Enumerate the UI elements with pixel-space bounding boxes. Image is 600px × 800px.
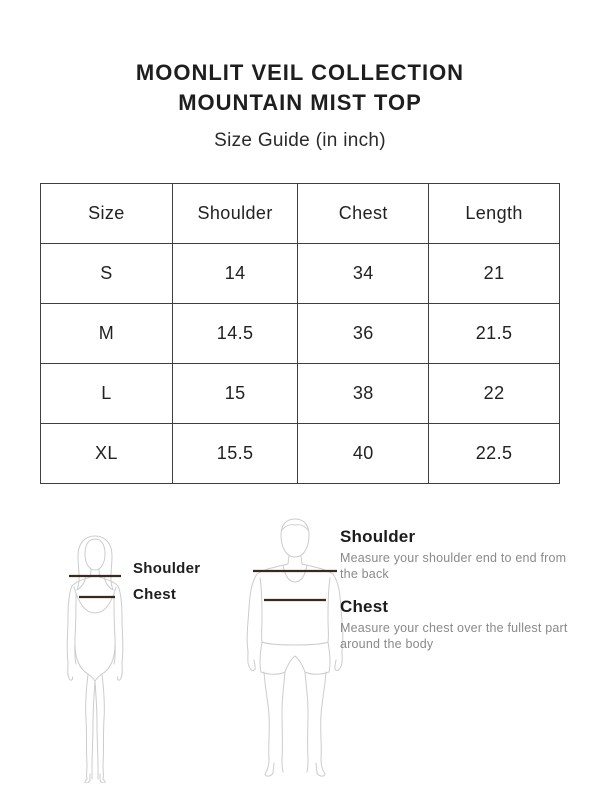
table-row	[41, 304, 560, 364]
column-header-chest: Chest	[298, 184, 429, 244]
cell-chest: 34	[298, 244, 429, 304]
product-title: MOUNTAIN MIST TOP	[178, 90, 422, 115]
table-row	[41, 364, 560, 424]
collection-title: MOONLIT VEIL COLLECTION	[135, 60, 465, 85]
female-measure-lines	[69, 576, 121, 597]
cell-chest: 36	[298, 304, 429, 364]
figure-measure-labels	[133, 560, 200, 612]
cell-shoulder: 14	[172, 244, 298, 304]
cell-length: 21	[429, 244, 560, 304]
cell-size: M	[41, 304, 173, 364]
cell-size: XL	[41, 424, 173, 484]
table-header-row	[41, 184, 560, 244]
table-row	[41, 244, 560, 304]
cell-shoulder: 15.5	[172, 424, 298, 484]
shoulder-guide-description: Measure your shoulder end to end from the back	[340, 551, 567, 581]
cell-size: L	[41, 364, 173, 424]
size-guide-subtitle: Size Guide (in inch)	[214, 130, 386, 151]
shoulder-guide-heading: Shoulder	[340, 527, 416, 546]
cell-size: S	[41, 244, 173, 304]
column-header-size: Size	[41, 184, 173, 244]
cell-chest: 40	[298, 424, 429, 484]
male-measure-lines	[253, 571, 337, 600]
chest-label: Chest	[133, 586, 177, 603]
chest-guide-description: Measure your chest over the fullest part around the body	[340, 621, 568, 651]
size-table	[40, 183, 560, 484]
column-header-shoulder: Shoulder	[172, 184, 298, 244]
cell-chest: 38	[298, 364, 429, 424]
shoulder-guide-block	[340, 527, 570, 582]
chest-guide-heading: Chest	[340, 597, 389, 616]
cell-shoulder: 15	[172, 364, 298, 424]
female-figure-svg	[55, 533, 135, 783]
shoulder-label: Shoulder	[133, 560, 201, 577]
male-body-outline-icon	[242, 516, 348, 791]
page-header	[0, 58, 600, 152]
cell-length: 22	[429, 364, 560, 424]
cell-length: 22.5	[429, 424, 560, 484]
male-figure-svg	[242, 516, 348, 786]
chest-guide-block	[340, 597, 570, 652]
measurement-guide	[340, 527, 570, 652]
female-body-outline-icon	[55, 533, 135, 788]
cell-shoulder: 14.5	[172, 304, 298, 364]
cell-length: 21.5	[429, 304, 560, 364]
column-header-length: Length	[429, 184, 560, 244]
table-row	[41, 424, 560, 484]
